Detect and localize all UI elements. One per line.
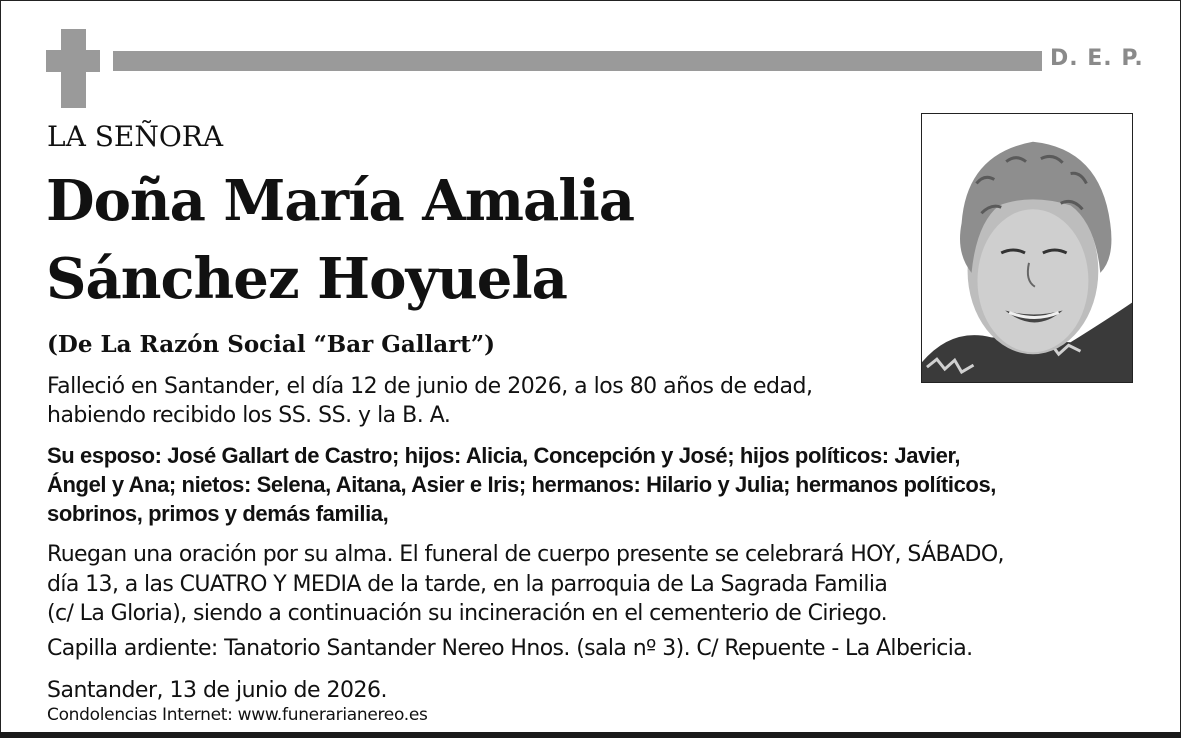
family-line-3: sobrinos, primos y demás familia,	[47, 501, 389, 526]
death-notice	[47, 372, 812, 430]
family-list	[47, 441, 996, 528]
name-line-1: Doña María Amalia	[46, 168, 635, 234]
family-line-1: Su esposo: José Gallart de Castro; hijos: Alicia, Concepción y José; hijos políticos: Javier,	[47, 443, 961, 468]
honorific: LA SEÑORA	[47, 120, 224, 153]
funeral-line-2: día 13, a las CUATRO Y MEDIA de la tarde, en la parroquia de La Sagrada Familia	[47, 571, 888, 597]
deceased-name	[46, 162, 634, 318]
funeral-line-3: (c/ La Gloria), siendo a continuación su incineración en el cementerio de Ciriego.	[47, 601, 887, 626]
funeral-line-1: Ruegan una oración por su alma. El funeral de cuerpo presente se celebrará HOY, SÁBADO,	[47, 542, 1004, 567]
death-line-1: Falleció en Santander, el día 12 de junio de 2026, a los 80 años de edad,	[47, 374, 813, 399]
chapel-info: Capilla ardiente: Tanatorio Santander Nereo Hnos. (sala nº 3). C/ Repuente - La Albericia.	[47, 636, 973, 661]
dep-label: D. E. P.	[1050, 46, 1144, 71]
death-line-2: habiendo recibido los SS. SS. y la B. A.	[47, 403, 451, 428]
dateline: Santander, 13 de junio de 2026.	[47, 678, 387, 703]
header-rule	[113, 51, 1042, 71]
name-line-2: Sánchez Hoyuela	[46, 246, 567, 312]
family-line-2: Ángel y Ana; nietos: Selena, Aitana, Asier e Iris; hermanos: Hilario y Julia; hermanos políticos,	[47, 472, 997, 497]
business-subtitle: (De La Razón Social “Bar Gallart”)	[47, 331, 496, 358]
portrait-photo	[921, 113, 1133, 383]
bottom-rule	[0, 732, 1181, 738]
funeral-details	[47, 540, 1004, 629]
condolences-link[interactable]: Condolencias Internet: www.funerarianereo.es	[47, 705, 428, 725]
